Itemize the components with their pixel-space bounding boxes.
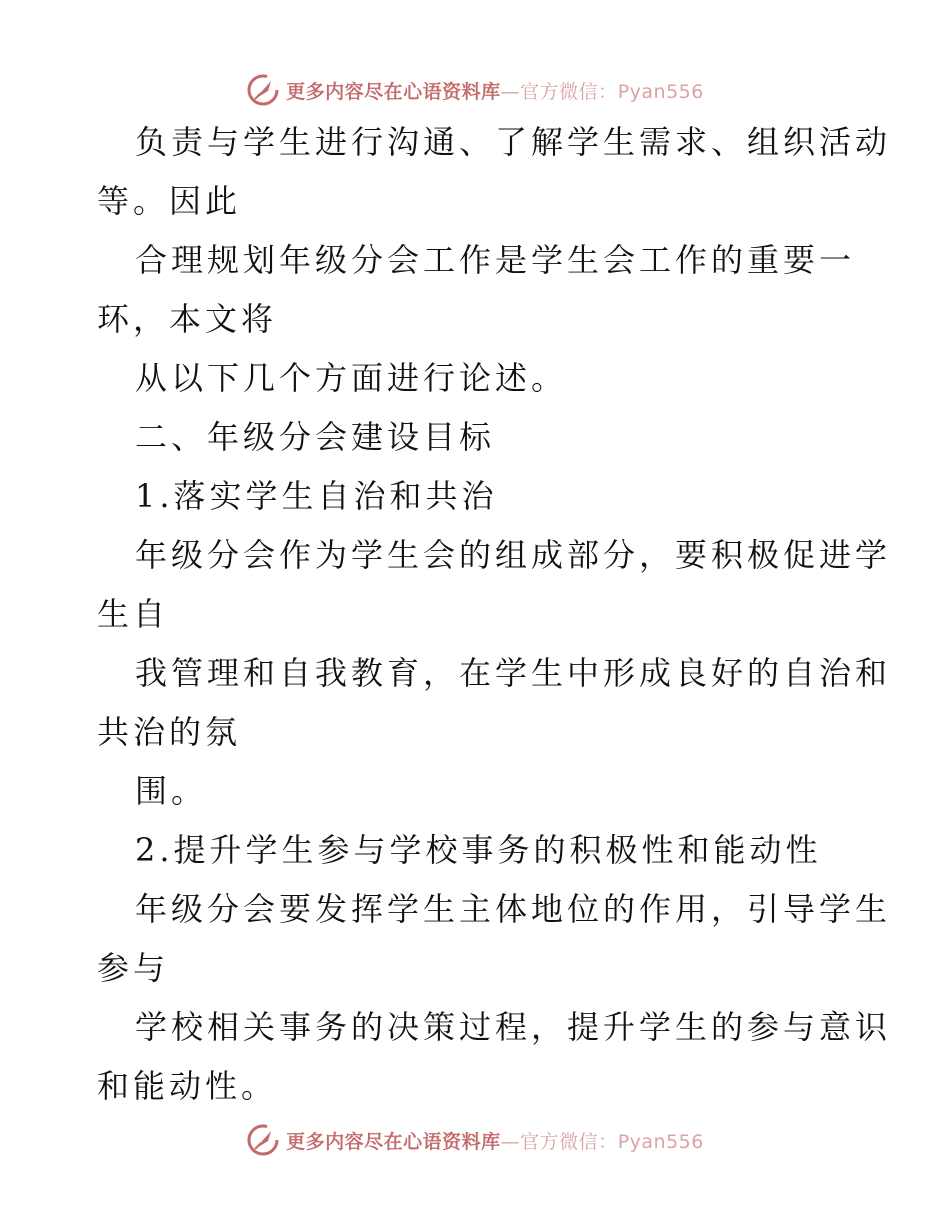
text-line: 我管理和自我教育，在学生中形成良好的自治和 bbox=[135, 654, 892, 692]
text-line: 和能动性。 bbox=[97, 1067, 278, 1105]
text-line: 年级分会要发挥学生主体地位的作用，引导学生 bbox=[135, 890, 892, 928]
text-line: 从以下几个方面进行论述。 bbox=[135, 359, 568, 397]
text-line: 合理规划年级分会工作是学生会工作的重要一 bbox=[135, 241, 856, 279]
subsection-heading: 2.提升学生参与学校事务的积极性和能动性 bbox=[135, 831, 822, 869]
quill-logo-icon bbox=[246, 73, 280, 107]
footer-watermark-text bbox=[286, 1127, 704, 1154]
footer-watermark-inner bbox=[246, 1123, 704, 1157]
text-line: 等。因此 bbox=[97, 182, 242, 220]
text-line: 围。 bbox=[135, 772, 208, 810]
header-sep-text: —官方微信： bbox=[500, 80, 618, 103]
footer-site-text: 更多内容尽在心语资料库 bbox=[286, 1130, 501, 1153]
text-line: 共治的氛 bbox=[97, 713, 242, 751]
section-heading: 二、年级分会建设目标 bbox=[135, 418, 496, 456]
quill-logo-icon bbox=[246, 1123, 280, 1157]
text-line: 生自 bbox=[97, 595, 170, 633]
text-line: 负责与学生进行沟通、了解学生需求、组织活动 bbox=[135, 123, 892, 161]
header-watermark bbox=[0, 70, 950, 110]
header-watermark-text bbox=[286, 77, 704, 104]
text-line: 学校相关事务的决策过程，提升学生的参与意识 bbox=[135, 1008, 892, 1046]
header-site-text: 更多内容尽在心语资料库 bbox=[286, 80, 501, 103]
header-wechat-id: Pyan556 bbox=[617, 80, 704, 103]
footer-wechat-id: Pyan556 bbox=[617, 1130, 704, 1153]
footer-watermark bbox=[0, 1120, 950, 1160]
subsection-heading: 1.落实学生自治和共治 bbox=[135, 477, 498, 515]
text-line: 参与 bbox=[97, 949, 170, 987]
text-line: 环，本文将 bbox=[97, 300, 278, 338]
header-watermark-inner bbox=[246, 73, 704, 107]
footer-sep-text: —官方微信： bbox=[500, 1130, 618, 1153]
text-line: 年级分会作为学生会的组成部分，要积极促进学 bbox=[135, 536, 892, 574]
